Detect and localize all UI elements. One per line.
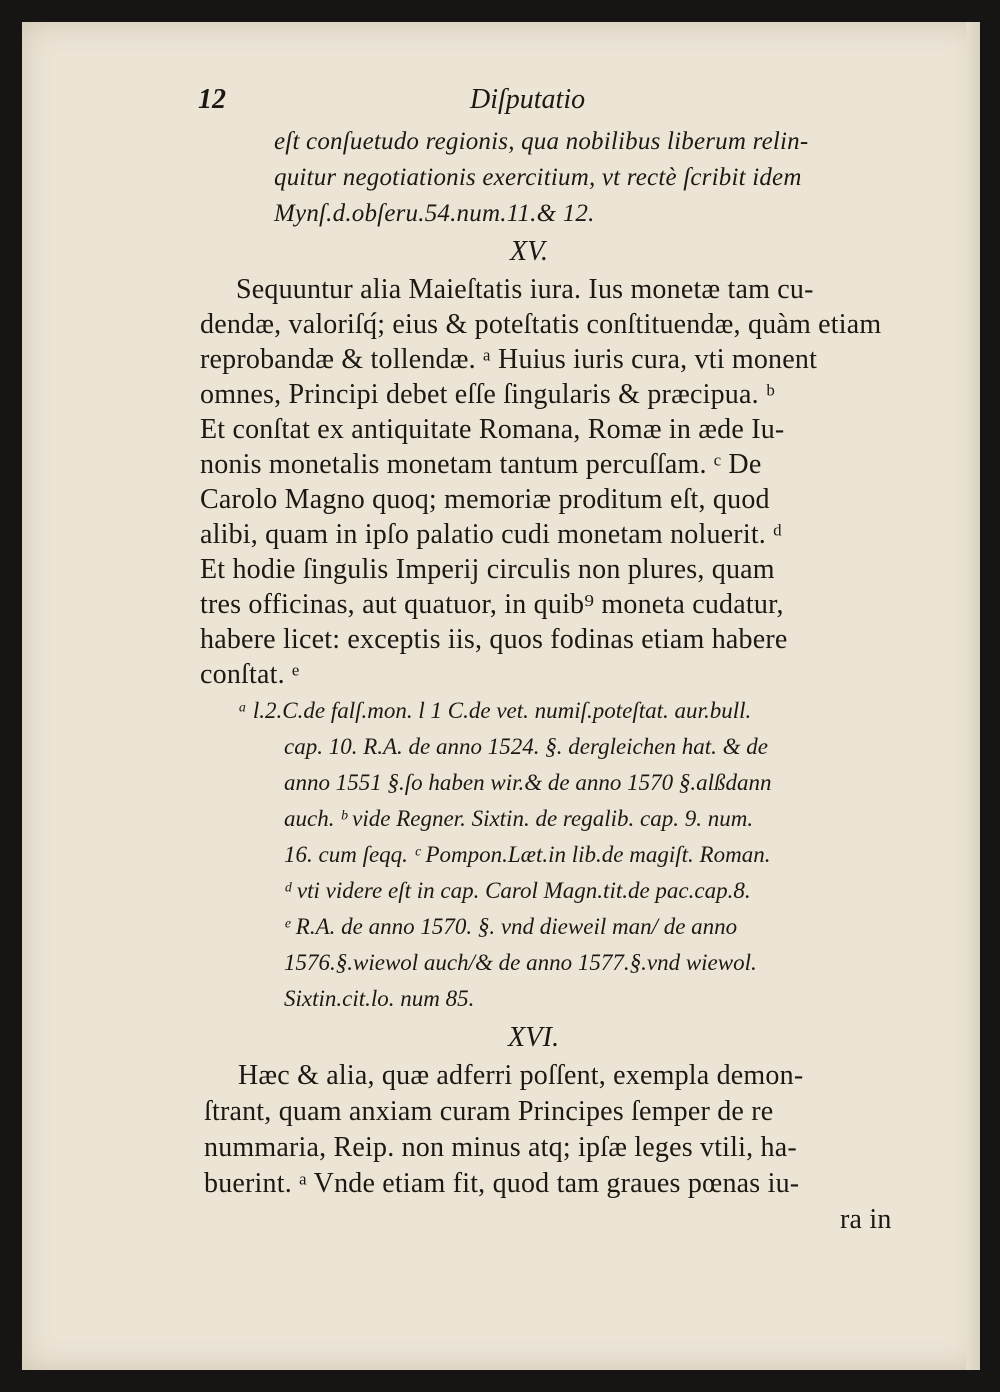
paragraph-line: Et hodie ſingulis Imperij circulis non plures, quam: [200, 554, 775, 585]
page-text: [22, 22, 980, 1370]
paragraph-line: Et conſtat ex antiquitate Romana, Romæ in æde Iu-: [200, 414, 785, 445]
intro-line: quitur negotiationis exercitium, vt rectè ſcribit idem: [274, 164, 802, 191]
footnote-line: 1576.§.wiewol auch/& de anno 1577.§.vnd wiewol.: [284, 950, 757, 975]
paragraph-line: omnes, Principi debet eſſe ſingularis & præcipua. ᵇ: [200, 379, 775, 410]
section-heading-xv: XV.: [510, 236, 549, 267]
intro-line: eſt conſuetudo regionis, qua nobilibus liberum relin-: [274, 128, 809, 155]
paragraph-line: nummaria, Reip. non minus atq; ipſæ leges vtili, ha-: [204, 1132, 797, 1163]
book-page: [22, 22, 980, 1370]
running-title: Diſputatio: [470, 84, 586, 115]
catchword: ra in: [840, 1204, 892, 1235]
footnote-line: auch. ᵇ vide Regner. Sixtin. de regalib. cap. 9. num.: [284, 806, 754, 831]
paragraph-line: Sequuntur alia Maieſtatis iura. Ius monetæ tam cu-: [236, 274, 814, 305]
paragraph-line: tres officinas, aut quatuor, in quib⁹ moneta cudatur,: [200, 589, 784, 620]
footnote-line: 16. cum ſeqq. ᶜ Pompon.Læt.in lib.de magiſt. Roman.: [284, 842, 771, 867]
paragraph-line: nonis monetalis monetam tantum percuſſam. ᶜ De: [200, 449, 762, 480]
paragraph-line: reprobandæ & tollendæ. ᵃ Huius iuris cura, vti monent: [200, 344, 818, 375]
footnote-line: cap. 10. R.A. de anno 1524. §. dergleichen hat. & de: [284, 734, 768, 759]
paragraph-line: ſtrant, quam anxiam curam Principes ſemper de re: [204, 1096, 774, 1127]
paragraph-line: alibi, quam in ipſo palatio cudi monetam noluerit. ᵈ: [200, 519, 783, 550]
paragraph-line: buerint. ᵃ Vnde etiam fit, quod tam graues pœnas iu-: [204, 1168, 800, 1199]
intro-line: Mynſ.d.obſeru.54.num.11.& 12.: [274, 200, 595, 227]
footnote-line: Sixtin.cit.lo. num 85.: [284, 986, 475, 1011]
footnote-line: ᵃ l.2.C.de falſ.mon. l 1 C.de vet. numiſ.poteſtat. aur.bull.: [238, 698, 752, 723]
paragraph-line: dendæ, valoriſq́; eius & poteſtatis conſtituendæ, quàm etiam: [200, 309, 882, 340]
paragraph-line: Carolo Magno quoq; memoriæ proditum eſt, quod: [200, 484, 770, 515]
section-heading-xvi: XVI.: [508, 1022, 560, 1053]
footnote-line: ᵈ vti videre eſt in cap. Carol Magn.tit.de pac.cap.8.: [284, 878, 751, 903]
page-number: 12: [198, 84, 226, 115]
footnote-line: ᵉ R.A. de anno 1570. §. vnd dieweil man/ de anno: [284, 914, 738, 939]
paragraph-line: habere licet: exceptis iis, quos fodinas etiam habere: [200, 624, 788, 655]
footnote-line: anno 1551 §.ſo haben wir.& de anno 1570 §.alßdann: [284, 770, 772, 795]
paragraph-line: Hæc & alia, quæ adferri poſſent, exempla demon-: [238, 1060, 804, 1091]
paragraph-line: conſtat. ᵉ: [200, 659, 300, 690]
